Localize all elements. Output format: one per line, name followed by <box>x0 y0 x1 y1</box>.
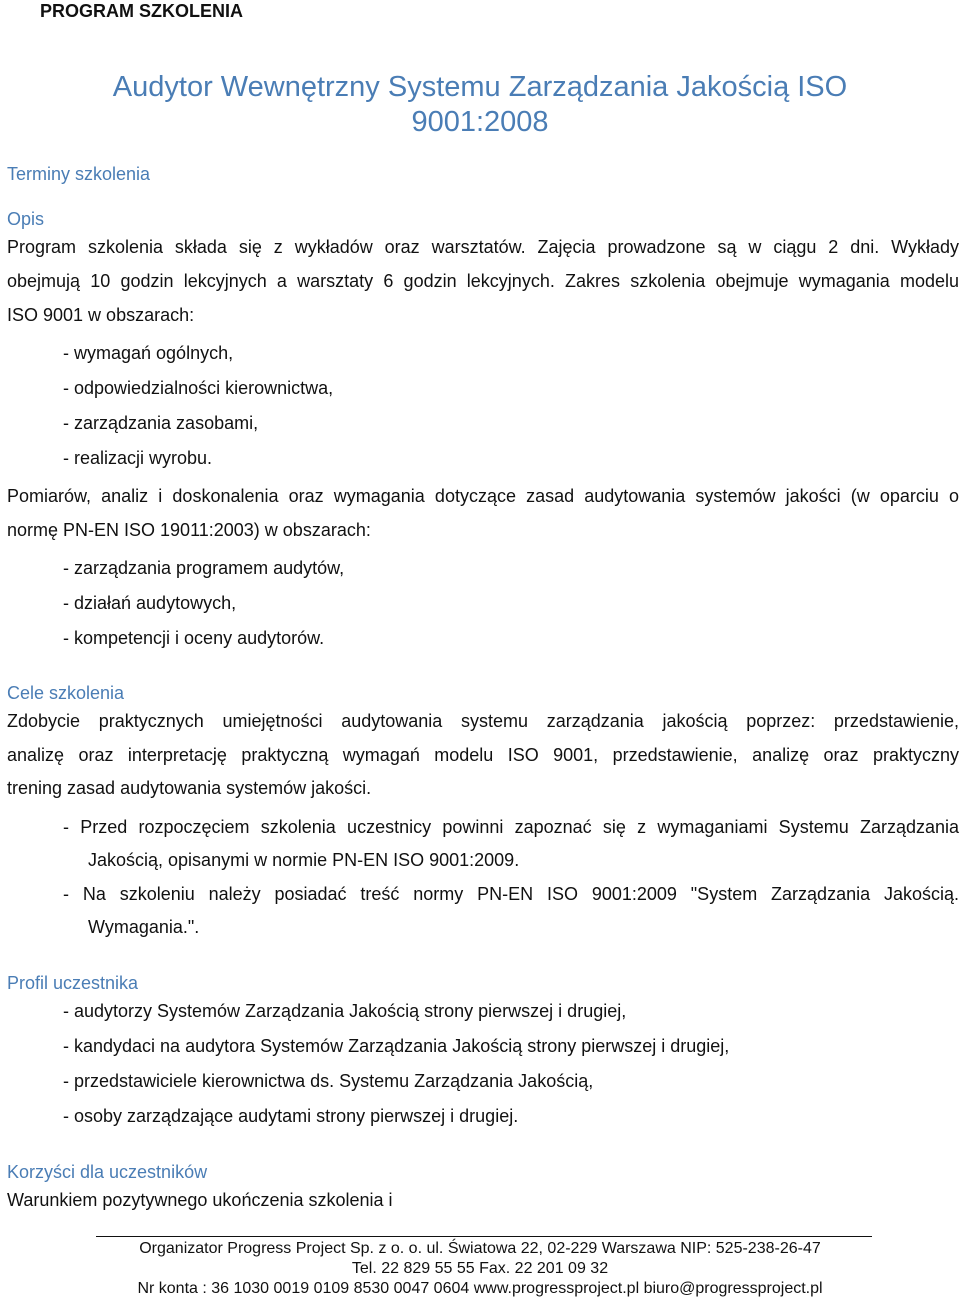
list-item: - osoby zarządzające audytami strony pierwszej i drugiej. <box>63 1106 519 1126</box>
opis-line-2: obejmują 10 godzin lekcyjnych a warsztaty 6 godzin lekcyjnych. Zakres szkolenia obejmuje wymagania modelu <box>7 271 959 291</box>
opis-para2-line-1: Pomiarów, analiz i doskonalenia oraz wymagania dotyczące zasad audytowania systemów jakości (w oparciu o <box>7 486 959 506</box>
opis-line-1: Program szkolenia składa się z wykładów oraz warsztatów. Zajęcia prowadzone są w ciągu 2 dni. Wykłady <box>7 237 959 257</box>
section-heading-terminy: Terminy szkolenia <box>7 164 151 184</box>
list-item: - zarządzania zasobami, <box>63 413 259 433</box>
list-item: - audytorzy Systemów Zarządzania Jakością strony pierwszej i drugiej, <box>63 1001 627 1021</box>
section-heading-cele: Cele szkolenia <box>7 683 125 703</box>
section-heading-korzysci: Korzyści dla uczestników <box>7 1162 208 1182</box>
opis-line-3: ISO 9001 w obszarach: <box>7 305 195 325</box>
cele-item-1-line-1: - Przed rozpoczęciem szkolenia uczestnicy powinni zapoznać się z wymaganiami Systemu Zarządzania <box>63 817 959 837</box>
cele-line-2: analizę oraz interpretację praktyczną wymagań modelu ISO 9001, przedstawienie, analizę oraz praktyczny <box>7 745 959 765</box>
footer-line-2: Tel. 22 829 55 55 Fax. 22 201 09 32 <box>351 1260 609 1277</box>
list-item: - kompetencji i oceny audytorów. <box>63 628 325 648</box>
footer-divider <box>96 1236 872 1237</box>
cele-line-3: trening zasad audytowania systemów jakości. <box>7 778 372 798</box>
course-title-line-2: 9001:2008 <box>411 106 549 138</box>
program-label: PROGRAM SZKOLENIA <box>40 1 244 21</box>
list-item: - działań audytowych, <box>63 593 237 613</box>
list-item: - kandydaci na audytora Systemów Zarządzania Jakością strony pierwszej i drugiej, <box>63 1036 730 1056</box>
section-heading-opis: Opis <box>7 209 45 229</box>
list-item: - przedstawiciele kierownictwa ds. Systemu Zarządzania Jakością, <box>63 1071 594 1091</box>
list-item: - wymagań ogólnych, <box>63 343 234 363</box>
cele-line-1: Zdobycie praktycznych umiejętności audytowania systemu zarządzania jakością poprzez: przedstawienie, <box>7 711 959 731</box>
list-item: - odpowiedzialności kierownictwa, <box>63 378 334 398</box>
list-item: - zarządzania programem audytów, <box>63 558 345 578</box>
course-title-line-1: Audytor Wewnętrzny Systemu Zarządzania Jakością ISO <box>112 71 848 103</box>
cele-item-2-line-1: - Na szkoleniu należy posiadać treść normy PN-EN ISO 9001:2009 "System Zarządzania Jakością. <box>63 884 959 904</box>
footer-line-3: Nr konta : 36 1030 0019 0109 8530 0047 0604 www.progressproject.pl biuro@progressproject.pl <box>137 1280 823 1297</box>
footer-line-1: Organizator Progress Project Sp. z o. o. ul. Światowa 22, 02-229 Warszawa NIP: 525-238-26-47 <box>139 1240 821 1257</box>
course-title <box>0 70 960 140</box>
korzysci-text: Warunkiem pozytywnego ukończenia szkolenia i <box>7 1190 393 1210</box>
cele-item-2-line-2: Wymagania.". <box>88 917 200 937</box>
opis-para2-line-2: normę PN-EN ISO 19011:2003) w obszarach: <box>7 520 371 540</box>
cele-item-1-line-2: Jakością, opisanymi w normie PN-EN ISO 9001:2009. <box>88 850 520 870</box>
section-heading-profil: Profil uczestnika <box>7 973 139 993</box>
list-item: - realizacji wyrobu. <box>63 448 213 468</box>
